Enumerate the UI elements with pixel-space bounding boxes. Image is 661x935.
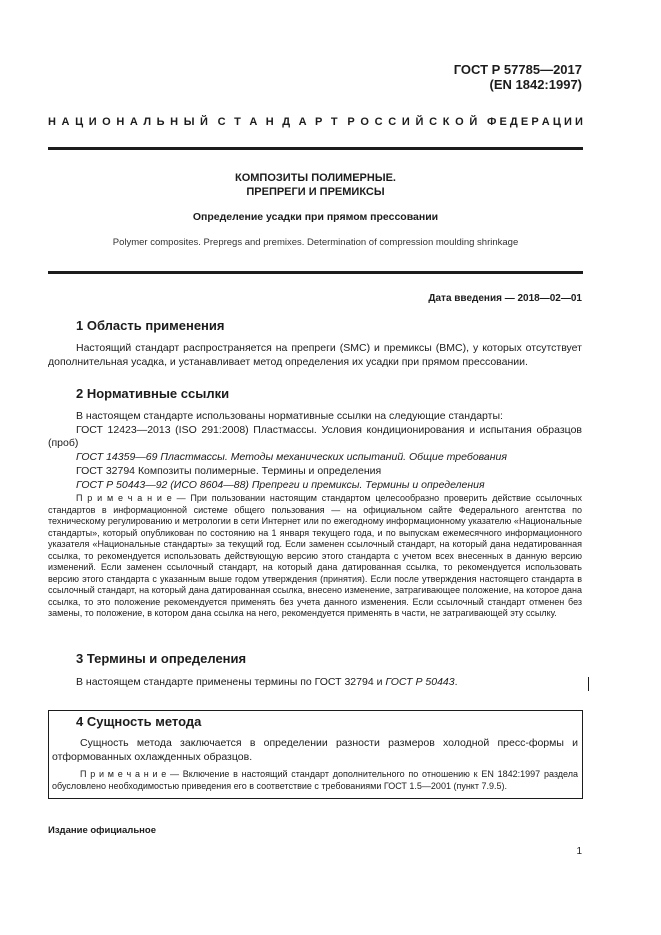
edition-label: Издание официальное: [48, 825, 156, 836]
letter: Н: [265, 116, 274, 128]
letter: С: [217, 116, 226, 128]
letter: Д: [509, 116, 518, 128]
section2-note: [48, 493, 582, 620]
note-label: П р и м е ч а н и е: [80, 769, 167, 779]
letter: А: [129, 116, 138, 128]
letter: Т: [234, 116, 241, 128]
letter: С: [374, 116, 383, 128]
letter: Т: [330, 116, 338, 128]
nat-word: [48, 116, 208, 128]
en-code: (EN 1842:1997): [489, 77, 582, 92]
nat-word: [487, 116, 583, 128]
letter: Ф: [486, 116, 497, 128]
reference-item: ГОСТ 12423—2013 (ISO 291:2008) Пластмассы. Условия кондиционирования и испытания образцов (проб): [48, 423, 582, 450]
references-block: [48, 410, 582, 492]
section3-text-end: .: [454, 676, 458, 688]
letter: А: [298, 116, 307, 128]
section4-text: Сущность метода заключается в определении разности размеров холодной пресс-формы и отформованных охлажденных образцов.: [52, 737, 578, 763]
section3-text: [48, 676, 582, 690]
note-text: — При пользовании настоящим стандартом целесообразно проверить действие ссылочных стандартов в информационной системе общего пользования — на официальном сайте Федерального агентства по техническому регулированию и метрологии в сети Интернет или по ежегодному информационному указателю «Национальные стандарты», который опубликован по состоянию на 1 января текущего года, и по выпускам ежемесячного информационного указателя «Национальные стандарты» за текущий год. Если заменен ссылочный стандарт, на который дана недатированная ссылка, то рекомендуется использовать действующую версию этого стандарта с учетом всех внесенных в данную версию изменений. Если заменен ссылочный стандарт, на который дана датированная ссылка, то рекомендуется использовать версию этого стандарта с указанным выше годом утверждения (принятия). Если после утверждения настоящего стандарта в ссылочный стандарт, на который дана датированная ссылка, внесено изменение, затрагивающее положение, на которое дана ссылка, то это положение рекомендуется применять без учета данного изменения. Если ссылочный стандарт отменен без замены, то положение, в котором дана ссылка на него, рекомендуется применять в части, не затрагивающей эту ссылку.: [48, 493, 582, 618]
subtitle: Определение усадки при прямом прессовании: [192, 211, 439, 223]
title-rule: [48, 271, 583, 274]
reference-item: ГОСТ 14359—69 Пластмассы. Методы механических испытаний. Общие требования: [76, 451, 507, 464]
section3-ref-link: ГОСТ Р 50443: [385, 676, 455, 688]
english-title: Polymer composites. Prepregs and premixes. Determination of compression moulding shrinkage: [112, 237, 519, 248]
section1-text: Настоящий стандарт распространяется на препреги (SMC) и премиксы (BMC), у которых отсутствует дополнительная усадка, и устанавливает метод определения их усадки при прямом прессовании.: [48, 342, 582, 368]
letter: Н: [170, 116, 179, 128]
letter: Ы: [183, 116, 195, 128]
title-line2: ПРЕПРЕГИ И ПРЕМИКСЫ: [246, 186, 385, 198]
effective-date: Дата введения — 2018—02—01: [428, 293, 582, 304]
letter: С: [429, 116, 438, 128]
letter: Й: [415, 116, 424, 128]
letter: И: [401, 116, 410, 128]
section4-note: [52, 769, 578, 792]
letter: К: [442, 116, 450, 128]
letter: Й: [469, 116, 478, 128]
national-standard-heading: [48, 116, 583, 128]
text-cursor: [588, 677, 589, 691]
note-label: П р и м е ч а н и е: [76, 493, 172, 503]
title-line1: КОМПОЗИТЫ ПОЛИМЕРНЫЕ.: [235, 172, 396, 184]
letter: Р: [315, 116, 323, 128]
standard-code: ГОСТ Р 57785—2017: [453, 62, 582, 77]
letter: Ц: [552, 116, 561, 128]
letter: Д: [282, 116, 291, 128]
note-text: — Включение в настоящий стандарт дополнительного по отношению к EN 1842:1997 раздела обусловлено необходимостью приведения его в соответствие с требованиями ГОСТ 1.5—2001 (пункт 7.9.5).: [52, 769, 579, 791]
letter: Й: [200, 116, 208, 128]
section3-text-start: В настоящем стандарте применены термины по ГОСТ 32794 и: [76, 676, 386, 688]
letter: Ц: [75, 116, 84, 128]
letter: О: [455, 116, 464, 128]
letter: И: [564, 116, 572, 128]
section2-heading: 2 Нормативные ссылки: [76, 386, 230, 401]
section4-heading: 4 Сущность метода: [76, 714, 202, 729]
references-intro: В настоящем стандарте использованы нормативные ссылки на следующие стандарты:: [76, 410, 503, 422]
letter: А: [61, 116, 70, 128]
reference-item: ГОСТ Р 50443—92 (ИСО 8604—88) Препреги и премиксы. Термины и определения: [76, 478, 485, 491]
letter: О: [102, 116, 111, 128]
letter: Л: [143, 116, 152, 128]
letter: Е: [499, 116, 507, 128]
letter: Р: [347, 116, 355, 128]
nat-word: [218, 116, 338, 128]
letter: Ь: [156, 116, 165, 128]
letter: Н: [116, 116, 125, 128]
letter: А: [249, 116, 258, 128]
letter: С: [388, 116, 397, 128]
letter: О: [360, 116, 369, 128]
letter: А: [541, 116, 550, 128]
letter: Н: [48, 116, 56, 128]
page-number: 1: [576, 846, 582, 857]
letter: И: [575, 116, 583, 128]
section1-heading: 1 Область применения: [76, 318, 225, 333]
top-rule: [48, 147, 583, 150]
nat-word: [347, 116, 477, 128]
letter: Р: [531, 116, 539, 128]
section3-heading: 3 Термины и определения: [76, 651, 247, 666]
letter: Е: [520, 116, 529, 128]
letter: И: [88, 116, 97, 128]
reference-item: ГОСТ 32794 Композиты полимерные. Термины и определения: [76, 464, 382, 477]
